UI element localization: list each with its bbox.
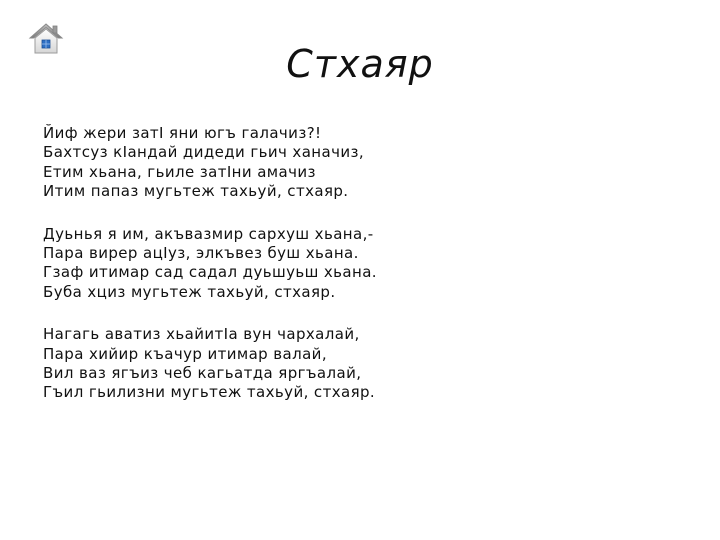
stanza [43, 325, 693, 403]
poem-line: Гъил гьилизни мугьтеж тахьуй, стхаяр. [43, 383, 376, 402]
poem-line: Дуьнья я им, акъвазмир сархуш хьана,- [43, 224, 374, 243]
poem-line: Буба хциз мугьтеж тахьуй, стхаяр. [43, 282, 336, 301]
slide-title: Стхаяр [286, 42, 434, 86]
poem-line: Пара хийир къачур итимар валай, [43, 344, 328, 363]
poem-line: Итим папаз мугьтеж тахьуй, стхаяр. [43, 182, 349, 201]
stanza [43, 225, 693, 303]
poem-line: Гзаф итимар сад садал дуьшуьш хьана. [43, 263, 377, 282]
poem-line: Йиф жери затI яни югъ галачиз?! [43, 124, 322, 142]
stanza [43, 124, 693, 202]
poem-line: Бахтсуз кIандай дидеди гьич ханачиз, [43, 143, 365, 162]
poem-line: Вил ваз ягъиз чеб кагьатда яргъалай, [43, 364, 362, 383]
poem-body [43, 124, 693, 426]
poem-line: Нагагь аватиз хьайитIа вун чархалай, [43, 325, 360, 344]
poem-line: Пара вирер ацIуз, элкъвез буш хьана. [43, 244, 359, 263]
poem-line: Етим хьана, гьиле затIни амачиз [43, 162, 316, 181]
